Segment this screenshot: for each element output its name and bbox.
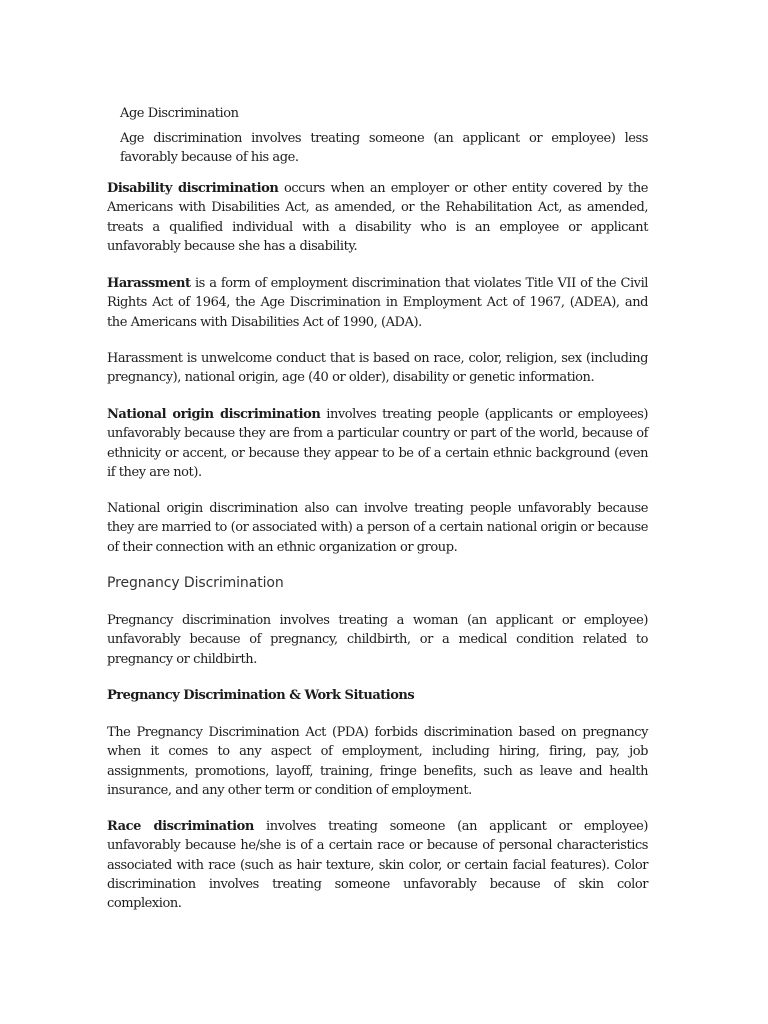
harassment-text: is a form of employment discrimination that violates Title VII of the Civil Rights Act of 1964, the Age Discrimination in Employment Act of 1967, (ADEA), and the Americans with Disabilities Act of 1990, (ADA). xyxy=(107,276,648,330)
disability-discrimination-text: occurs when an employer or other entity covered by the Americans with Disabilities Act, as amended, or the Rehabilitation Act, as amended, treats a qualified individual with a disability who is an employee or applicant unfavorably because she has a disability. xyxy=(107,181,648,254)
disability-discrimination-term: Disability discrimination xyxy=(107,181,279,196)
national-origin-paragraph xyxy=(107,405,648,482)
disability-discrimination-paragraph xyxy=(107,179,648,256)
race-discrimination-term: Race discrimination xyxy=(107,819,254,834)
harassment-paragraph xyxy=(107,274,648,332)
race-discrimination-text: involves treating someone (an applicant or employee) unfavorably because he/she is of a certain race or because of personal characteristics associated with race (such as hair texture, skin color, or certain facial features). Color discrimination involves treating someone unfavorably because of skin color complexion. xyxy=(107,819,649,912)
pregnancy-discrimination-paragraph: Pregnancy discrimination involves treating a woman (an applicant or employee) unfavorably because of pregnancy, childbirth, or a medical condition related to pregnancy or childbirth. xyxy=(107,613,648,667)
national-origin-association-paragraph: National origin discrimination also can involve treating people unfavorably because they are married to (or associated with) a person of a certain national origin or because of their connection with an ethnic organization or group. xyxy=(107,501,648,555)
race-discrimination-paragraph xyxy=(107,817,648,913)
national-origin-term: National origin discrimination xyxy=(107,407,321,422)
age-discrimination-heading: Age Discrimination xyxy=(120,106,239,121)
national-origin-text: involves treating people (applicants or employees) unfavorably because they are from a particular country or part of the world, because of ethnicity or accent, or because they appear to be of a certain ethnic background (even if they are not). xyxy=(107,407,648,480)
harassment-definition-paragraph: Harassment is unwelcome conduct that is based on race, color, religion, sex (including pregnancy), national origin, age (40 or older), disability or genetic information. xyxy=(107,351,648,386)
pregnancy-work-situations-heading: Pregnancy Discrimination & Work Situations xyxy=(107,688,415,703)
harassment-term: Harassment xyxy=(107,276,191,291)
pregnancy-discrimination-heading: Pregnancy Discrimination xyxy=(107,575,284,591)
age-discrimination-paragraph: Age discrimination involves treating someone (an applicant or employee) less favorably because of his age. xyxy=(120,131,648,166)
pregnancy-discrimination-act-paragraph: The Pregnancy Discrimination Act (PDA) forbids discrimination based on pregnancy when it comes to any aspect of employment, including hiring, firing, pay, job assignments, promotions, layoff, training, fringe benefits, such as leave and health insurance, and any other term or condition of employment. xyxy=(107,725,648,798)
